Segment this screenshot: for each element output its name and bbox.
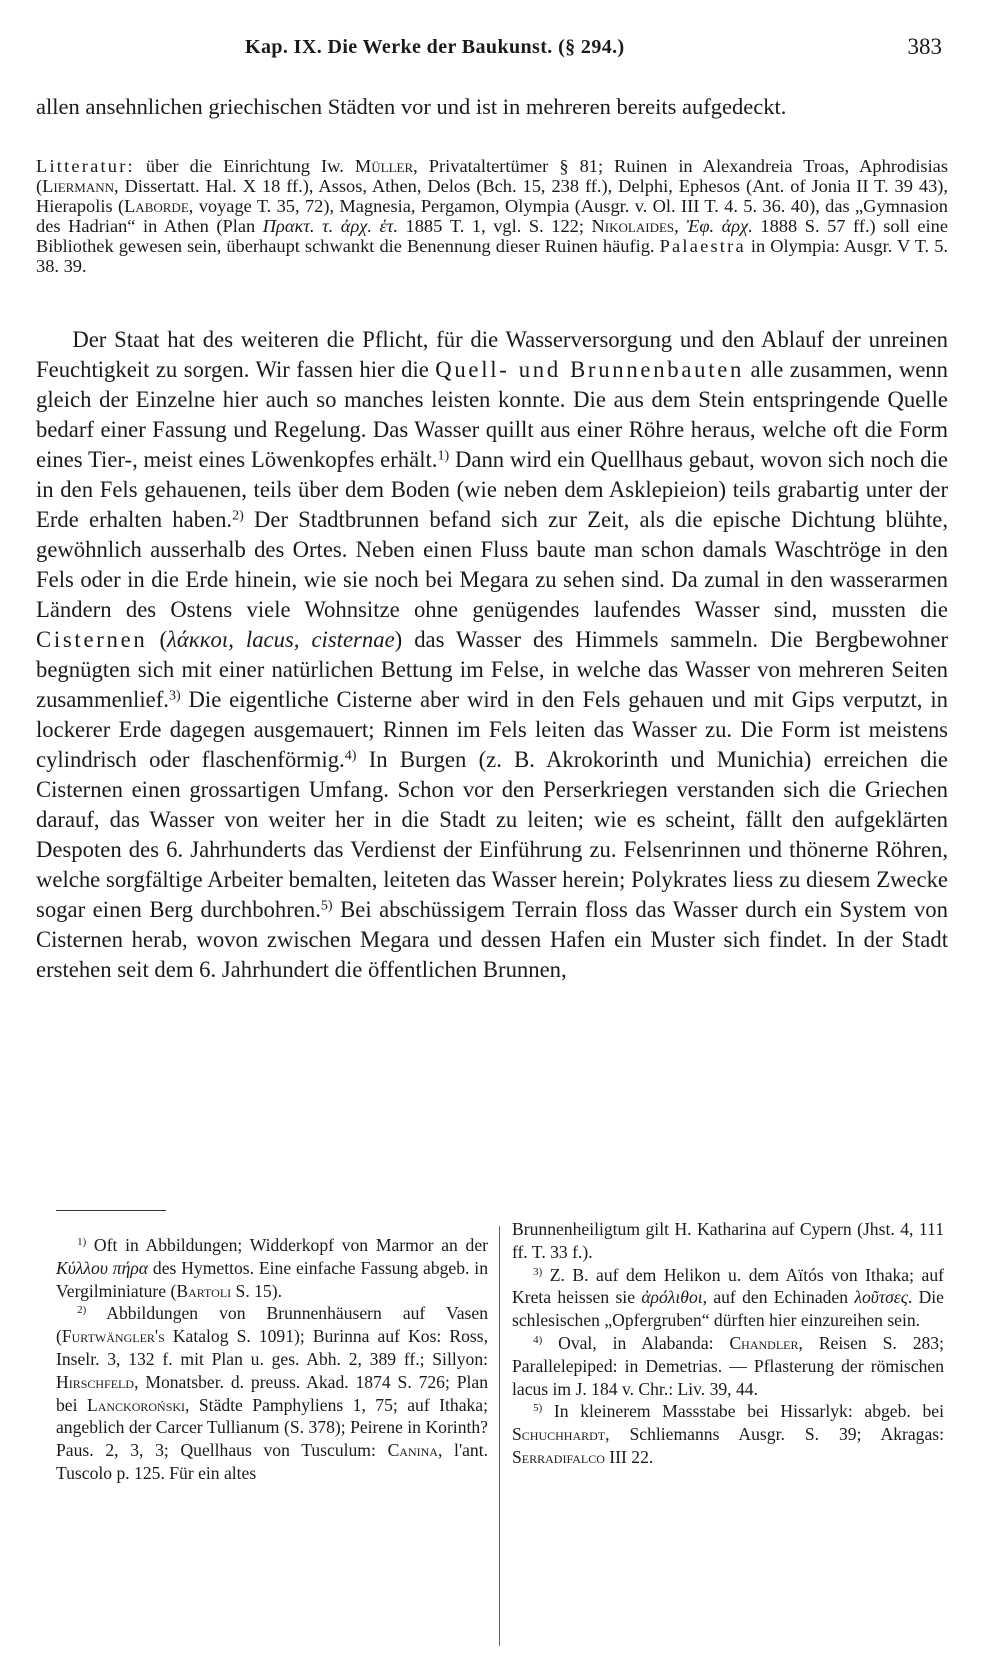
- running-head-title: Kap. IX. Die Werke der Baukunst. (§ 294.): [245, 36, 625, 58]
- greek-citation: λοῦτσες: [854, 1287, 908, 1308]
- footnote-text: , Monatsber. d. preuss. Akad. 1874 S. 726; Plan bei: [56, 1371, 488, 1415]
- footnote-mark: 1): [77, 1236, 87, 1248]
- author-name: Schuchhardt: [512, 1424, 606, 1445]
- body-text: Bei abschüssigem Terrain floss das Wasser durch ein System von Cisternen herab, wovon zwischen Megara und dessen Hafen ein Muster sich findet. In der Stadt erstehen seit dem 6. Jahrhundert die öffentlichen Brunnen,: [36, 897, 948, 982]
- litteratur-text: 1888 S. 57 ff.) soll eine Bibliothek gewesen sein, überhaupt schwankt die Benennung dieser Ruinen häufig.: [36, 216, 948, 256]
- greek-citation: Ἐφ. ἀρχ.: [686, 216, 753, 236]
- author-name: Bartoli: [176, 1280, 232, 1301]
- author-name: Serradifalco: [512, 1446, 605, 1467]
- author-name: Hirschfeld: [56, 1371, 135, 1392]
- litteratur-label: Litteratur:: [36, 156, 135, 176]
- footnote-text: des Hymettos. Eine einfache Fassung abgeb. in Vergilminiature (: [56, 1257, 488, 1301]
- body-text: ) das Wasser des Himmels sammeln. Die Bergbewohner begnügten sich mit einer natürlichen Bettung im Felse, in welche das Wasser von mehreren Seiten zusammenlief.: [36, 627, 948, 712]
- footnote-text: In kleinerem Massstabe bei Hissarlyk: abgeb. bei: [542, 1401, 944, 1422]
- footnote-ref: 3): [168, 687, 181, 704]
- emphasized-term: Cisternen: [36, 627, 148, 652]
- greek-citation: ἀρόλιθοι: [641, 1287, 703, 1308]
- footnote-2-continued: Brunnenheiligtum gilt H. Katharina auf Cypern (Jhst. 4, 111 ff. T. 33 f.).: [512, 1219, 944, 1262]
- litteratur-text: ,: [674, 216, 687, 236]
- footnote-mark: 2): [77, 1304, 87, 1317]
- footnote-text: . Die schlesischen „Opfergruben“ dürften hier einzureihen sein.: [512, 1287, 944, 1331]
- footnote-text: , Reisen S. 283; Parallelepiped: in Demetrias. — Pflasterung der römischen lacus im J. 184 v. Chr.: Liv. 39, 44.: [512, 1332, 944, 1399]
- footnote-mark: 5): [533, 1402, 543, 1415]
- footnote-text: , Städte Pamphyliens 1, 75; auf Ithaka; angeblich der Carcer Tullianum (S. 378); Peirene in Korinth? Paus. 2, 3, 3; Quellhaus von Tusculum:: [56, 1394, 488, 1461]
- footnote-text: S. 15).: [231, 1280, 282, 1301]
- body-text: In Burgen (z. B. Akrokorinth und Munichia) erreichen die Cisternen einen grossartigen Umfang. Schon vor den Perserkriegen verstanden sich die Griechen darauf, das Wasser von weiter her in die Stadt zu leiten; wie es scheint, fällt den aufgeklärten Despoten des 6. Jahrhunderts das Verdienst der Einführung zu. Felsenrinnen und thönerne Röhren, welche sorgfältige Arbeiter bemalten, leiteten das Wasser herein; Polykrates liess zu diesem Zwecke sogar einen Berg durchbohren.: [36, 747, 948, 922]
- author-name: Müller: [354, 156, 414, 176]
- footnotes-left-column: [56, 1234, 488, 1485]
- body-text: Der Staat hat des weiteren die Pflicht, für die Wasserversorgung und den Ablauf der unreinen Feuchtigkeit zu sorgen. Wir fassen hier die: [36, 327, 948, 382]
- footnote-mark: 3): [533, 1265, 543, 1278]
- litteratur-text: in Olympia: Ausgr. V T. 5. 38. 39.: [36, 236, 949, 276]
- litteratur-text: , voyage T. 35, 72), Magnesia, Pergamon, Olympia (Ausgr. v. Ol. III T. 4. 5. 36. 40), das „Gymnasion des Hadrian“ in Athen (Plan: [36, 196, 948, 236]
- column-separator: [499, 1226, 500, 1646]
- body-text: Der Stadtbrunnen befand sich zur Zeit, als die epische Dichtung blühte, gewöhnlich ausserhalb des Ortes. Neben einen Fluss baute man schon damals Waschtröge in den Fels oder in die Erde hinein, wie sie noch bei Megara zu sehen sind. Da zumal in den wasserarmen Ländern des Ostens viele Wohnsitze ohne genügendes laufendes Wasser sind, mussten die: [36, 507, 948, 622]
- footnote-text: Z. B. auf dem Helikon u. dem Aïtós von Ithaka; auf Kreta heissen sie: [512, 1264, 944, 1308]
- footnote-ref: 1): [437, 447, 450, 464]
- author-name: Nikolaides: [591, 216, 675, 236]
- footnote-1: [56, 1234, 488, 1302]
- palaestra-label: Palaestra: [659, 236, 746, 256]
- author-name: Chandler: [729, 1332, 799, 1353]
- footnote-rule: [56, 1210, 166, 1211]
- litteratur-text: über die Einrichtung Iw.: [134, 156, 355, 176]
- body-text: (: [147, 627, 168, 652]
- litteratur-text: , Dissertatt. Hal. X 18 ff.), Assos, Athen, Delos (Bch. 15, 238 ff.), Delphi, Ephesos (Ant. of Jonia II T. 39 43), Hierapolis (: [36, 176, 948, 216]
- footnotes: [56, 1210, 944, 1650]
- footnote-text: III 22.: [604, 1446, 654, 1467]
- emphasized-term: Quell- und Brunnenbauten: [435, 357, 745, 382]
- footnote-3: [512, 1264, 944, 1332]
- footnote-text: , auf den Echinaden: [702, 1287, 855, 1308]
- author-name: Laborde: [124, 196, 189, 216]
- author-name: Furtwängler's: [61, 1326, 165, 1347]
- main-paragraph: [36, 325, 948, 985]
- footnote-text: Oft in Abbildungen; Widderkopf von Marmor an der: [86, 1235, 488, 1255]
- footnote-text: Abbildungen von Brunnenhäusern auf Vasen (: [56, 1303, 488, 1347]
- footnote-2: [56, 1302, 488, 1484]
- body-text: alle zusammen, wenn gleich der Einzelne hier auch so manches leisten konnte. Die aus dem Stein entspringende Quelle bedarf einer Fassung und Regelung. Das Wasser quillt aus einer Röhre heraus, welche oft die Form eines Tier-, meist eines Löwenkopfes erhält.: [36, 357, 948, 472]
- footnote-ref: 4): [344, 747, 357, 764]
- litteratur-paragraph: [36, 156, 948, 276]
- footnote-text: , l'ant. Tuscolo p. 125. Für ein altes: [56, 1440, 489, 1483]
- italic-terms: λάκκοι, lacus, cisternae: [167, 627, 395, 652]
- litteratur-text: 1885 T. 1, vgl. S. 122;: [397, 216, 592, 236]
- author-name: Liermann: [42, 176, 115, 196]
- footnote-ref: 5): [320, 897, 333, 914]
- footnote-text: , Schliemanns Ausgr. S. 39; Akragas:: [605, 1424, 944, 1445]
- footnote-5: [512, 1400, 944, 1468]
- body-text: Dann wird ein Quellhaus gebaut, wovon sich noch die in den Fels gehauenen, teils über dem Boden (wie neben dem Asklepieion) teils grabartig unter der Erde erhalten haben.: [36, 447, 948, 532]
- litteratur-text: , Privataltertümer § 81; Ruinen in Alexandreia Troas, Aphrodisias (: [36, 156, 948, 196]
- footnote-text: Katalog S. 1091); Burinna auf Kos: Ross, Inselr. 3, 132 f. mit Plan u. ges. Abh. 2, 389 ff.; Sillyon:: [56, 1326, 488, 1369]
- running-head: [60, 34, 950, 64]
- footnotes-right-column: [512, 1218, 944, 1469]
- author-name: Canina: [387, 1440, 438, 1461]
- footnote-ref: 2): [232, 507, 244, 524]
- body-text: Die eigentliche Cisterne aber wird in den Fels gehauen und mit Gips verputzt, in lockerer Erde dagegen ausgemauert; Rinnen im Fels leiten das Wasser zu. Die Form ist meistens cylindrisch oder flaschenförmig.: [36, 687, 948, 772]
- opening-paragraph: allen ansehnlichen griechischen Städten vor und ist in mehreren bereits aufgedeckt.: [36, 94, 787, 119]
- footnote-4: [512, 1332, 944, 1400]
- greek-citation: Πρακτ. τ. ἀρχ. ἑτ.: [262, 216, 398, 236]
- footnote-mark: 4): [533, 1333, 543, 1346]
- greek-citation: Κύλλου πήρα: [56, 1257, 149, 1278]
- page-number: 383: [907, 34, 942, 59]
- footnote-text: Oval, in Alabanda:: [542, 1332, 730, 1353]
- author-name: Lanckoroński: [86, 1394, 186, 1415]
